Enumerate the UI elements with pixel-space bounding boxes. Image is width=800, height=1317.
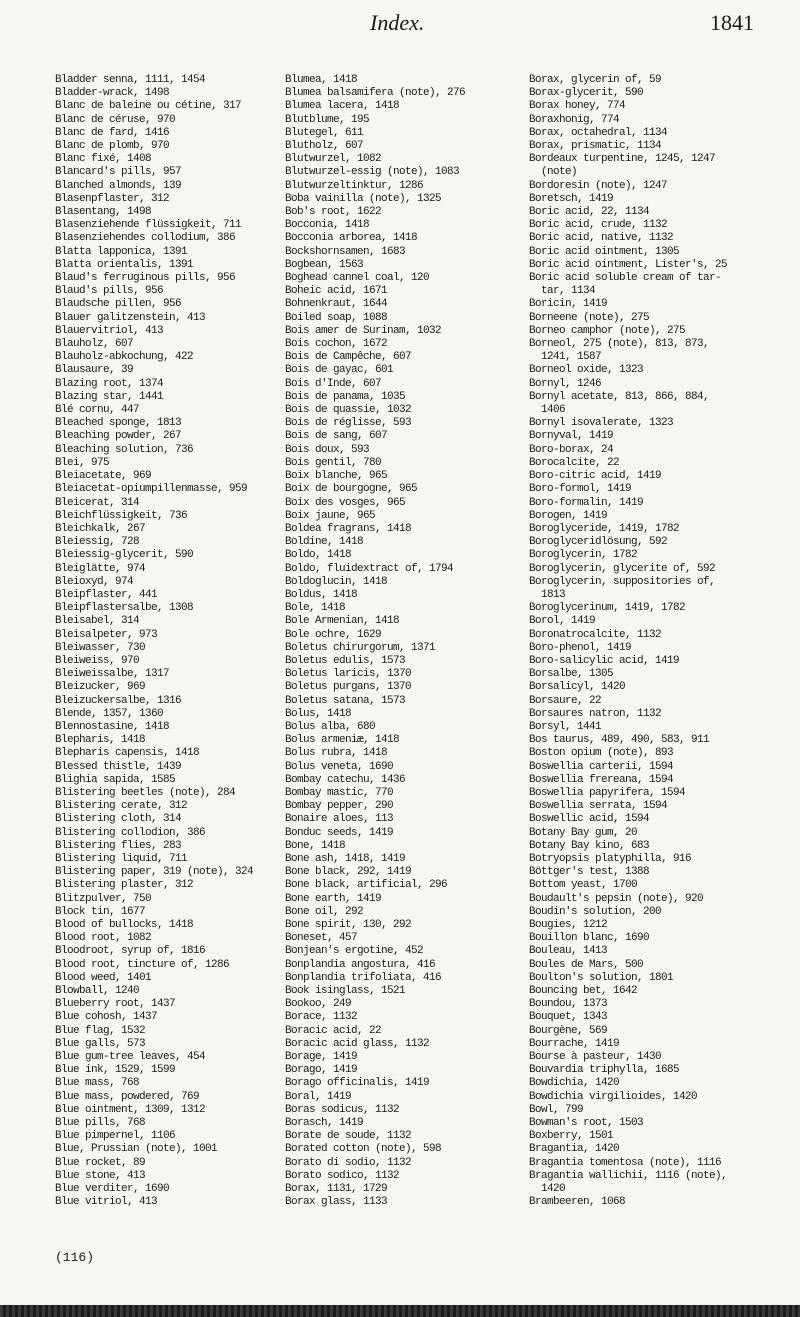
index-entry: Blistering beetles (note), 284 <box>55 786 236 799</box>
index-entry: Borate de soude, 1132 <box>285 1130 412 1143</box>
index-entry: Blaud's pills, 956 <box>55 285 164 298</box>
index-entry: Borax, 1131, 1729 <box>285 1183 388 1196</box>
index-entry: Boletus laricis, 1370 <box>285 668 412 681</box>
index-entry: Blue ink, 1529, 1599 <box>55 1064 176 1077</box>
index-entry: Borol, 1419 <box>529 615 596 628</box>
index-entry: Bombay pepper, 290 <box>285 800 394 813</box>
index-entry: Blue mass, 768 <box>55 1077 140 1090</box>
index-entry: Blende, 1357, 1360 <box>55 707 164 720</box>
index-column-3 <box>529 74 789 1209</box>
index-entry: Blanc de fard, 1416 <box>55 126 170 139</box>
index-entry: Boghead cannel coal, 120 <box>285 272 430 285</box>
index-entry: Bois doux, 593 <box>285 443 370 456</box>
index-entry: Botany Bay kino, 683 <box>529 839 650 852</box>
index-entry: Blowball, 1240 <box>55 985 140 998</box>
index-entry: Bolus, 1418 <box>285 707 352 720</box>
index-entry: Blé cornu, 447 <box>55 404 140 417</box>
index-entry: Bole ochre, 1629 <box>285 628 382 641</box>
index-entry: Bone ash, 1418, 1419 <box>285 852 406 865</box>
index-entry: Blancard's pills, 957 <box>55 166 182 179</box>
index-entry: Bleizucker, 969 <box>55 681 146 694</box>
index-entry: Bornyl, 1246 <box>529 377 602 390</box>
index-entry: Blumea balsamifera (note), 276 <box>285 87 466 100</box>
index-entry: Blepharis, 1418 <box>55 734 146 747</box>
index-entry: Boldine, 1418 <box>285 536 364 549</box>
index-entry: Bois cochon, 1672 <box>285 338 388 351</box>
index-entry: 1420 <box>529 1183 566 1196</box>
index-entry: Bole Armenian, 1418 <box>285 615 400 628</box>
index-entry: Bois gentil, 780 <box>285 456 382 469</box>
index-entry: Boric acid, 22, 1134 <box>529 206 650 219</box>
index-entry: Blighia sapida, 1585 <box>55 773 176 786</box>
index-entry: Bolus alba, 680 <box>285 720 376 733</box>
index-entry: Bole, 1418 <box>285 602 346 615</box>
index-entry: Bonaire aloes, 113 <box>285 813 394 826</box>
index-entry: Blauervitriol, 413 <box>55 324 164 337</box>
index-entry: Boroglycerin, suppositories of, <box>529 575 716 588</box>
index-entry: Blessed thistle, 1439 <box>55 760 182 773</box>
index-entry: Bragantia tomentosa (note), 1116 <box>529 1156 722 1169</box>
index-entry: Blauholz-abkochung, 422 <box>55 351 194 364</box>
index-entry: Bornyl isovalerate, 1323 <box>529 417 674 430</box>
index-entry: Bragantia wallichii, 1116 (note), <box>529 1169 728 1182</box>
index-entry: Boric acid soluble cream of tar- <box>529 272 722 285</box>
index-entry: Borage, 1419 <box>285 1051 358 1064</box>
index-entry: Blanc de plomb, 970 <box>55 140 170 153</box>
index-entry: Boldo, fluidextract of, 1794 <box>285 562 454 575</box>
index-entry: Boro-phenol, 1419 <box>529 641 632 654</box>
index-entry: Blood of bullocks, 1418 <box>55 919 194 931</box>
index-entry: Boldo, 1418 <box>285 549 352 562</box>
index-entry: Boston opium (note), 893 <box>529 747 674 760</box>
index-entry: Borated cotton (note), 598 <box>285 1143 442 1156</box>
index-entry: Book isinglass, 1521 <box>285 985 406 998</box>
index-entry: Borato sodico, 1132 <box>285 1169 400 1182</box>
index-entry: Bob's root, 1622 <box>285 206 382 219</box>
index-entry: Boro-citric acid, 1419 <box>529 470 662 483</box>
index-entry: Boras sodicus, 1132 <box>285 1103 400 1116</box>
index-entry: Bookoo, 249 <box>285 998 352 1011</box>
index-entry: Boroglyceride, 1419, 1782 <box>529 522 680 535</box>
index-entry: Borsalbe, 1305 <box>529 668 614 681</box>
index-entry: Bois de panama, 1035 <box>285 390 406 403</box>
index-entry: Bleached sponge, 1813 <box>55 417 182 430</box>
index-entry: Boro-formalin, 1419 <box>529 496 644 509</box>
index-entry: Bolus armeniæ, 1418 <box>285 734 400 747</box>
index-entry: Blue vitriol, 413 <box>55 1196 158 1209</box>
index-entry: Borsalicyl, 1420 <box>529 681 626 694</box>
index-entry: Bleiessig-glycerit, 590 <box>55 549 194 562</box>
index-entry: Blood root, tincture of, 1286 <box>55 958 230 971</box>
index-entry: Bleioxyd, 974 <box>55 575 134 588</box>
index-entry: Boix de bourgogne, 965 <box>285 483 418 496</box>
index-entry: Bombay mastic, 770 <box>285 786 394 799</box>
index-entry: Borace, 1132 <box>285 1011 358 1024</box>
index-entry: Boro-formol, 1419 <box>529 483 632 496</box>
index-entry: Bone spirit, 130, 292 <box>285 919 412 931</box>
index-entry: Bowman's root, 1503 <box>529 1117 644 1130</box>
index-entry: Botany Bay gum, 20 <box>529 826 638 839</box>
index-entry: Blistering paper, 319 (note), 324 <box>55 866 254 879</box>
index-entry: Boletus satana, 1573 <box>285 694 406 707</box>
index-entry: Bois amer de Surinam, 1032 <box>285 324 442 337</box>
index-entry: Boulton's solution, 1801 <box>529 971 674 984</box>
index-entry: Boswellia carterii, 1594 <box>529 760 674 773</box>
index-entry: Bleiessig, 728 <box>55 536 140 549</box>
index-entry: (note) <box>529 166 578 179</box>
index-entry: Blanc de baleine ou cétine, 317 <box>55 100 242 113</box>
index-entry: Bouncing bet, 1642 <box>529 985 638 998</box>
index-entry: Blue galls, 573 <box>55 1037 146 1050</box>
index-entry: Blue stone, 413 <box>55 1169 146 1182</box>
index-entry: Bloodroot, syrup of, 1816 <box>55 945 206 958</box>
index-entry: Bowl, 799 <box>529 1103 584 1116</box>
index-entry: Bombay catechu, 1436 <box>285 773 406 786</box>
index-entry: Borax honey, 774 <box>529 100 626 113</box>
index-entry: Bleisabel, 314 <box>55 615 140 628</box>
index-entry: Blanched almonds, 139 <box>55 179 182 192</box>
index-entry: Bleiweiss, 970 <box>55 654 140 667</box>
index-entry: Blasenziehende flüssigkeit, 711 <box>55 219 242 232</box>
index-entry: Brambeeren, 1068 <box>529 1196 626 1209</box>
index-entry: Boro-salicylic acid, 1419 <box>529 654 680 667</box>
index-column-2 <box>285 74 535 1209</box>
index-entry: Bogbean, 1563 <box>285 258 364 271</box>
index-entry: Bos taurus, 489, 490, 583, 911 <box>529 734 710 747</box>
running-title: Index. <box>370 10 425 35</box>
index-entry: Blue gum-tree leaves, 454 <box>55 1051 206 1064</box>
index-entry: Bocconia arborea, 1418 <box>285 232 418 245</box>
index-entry: Borax, glycerin of, 59 <box>529 74 662 86</box>
index-entry: Bougies, 1212 <box>529 919 608 931</box>
index-entry: Blasentang, 1498 <box>55 206 152 219</box>
index-entry: Bowdichia virgilioides, 1420 <box>529 1090 698 1103</box>
index-entry: Borneene (note), 275 <box>529 311 650 324</box>
index-entry: Bois de sang, 607 <box>285 430 388 443</box>
index-entry: Bouleau, 1413 <box>529 945 608 958</box>
index-entry: Bleipflastersalbe, 1308 <box>55 602 194 615</box>
index-entry: Boral, 1419 <box>285 1090 352 1103</box>
index-entry: Blutblume, 195 <box>285 113 370 126</box>
index-entry: Blatta orientalis, 1391 <box>55 258 194 271</box>
index-entry: Boletus chirurgorum, 1371 <box>285 641 436 654</box>
index-entry: Blasenpflaster, 312 <box>55 192 170 205</box>
index-entry: Blauer galitzenstein, 413 <box>55 311 206 324</box>
index-entry: Bockshornsamen, 1683 <box>285 245 406 258</box>
index-entry: Bleiacetate, 969 <box>55 470 152 483</box>
index-entry: Bleaching solution, 736 <box>55 443 194 456</box>
index-entry: Bone, 1418 <box>285 839 346 852</box>
index-entry: Borsaures natron, 1132 <box>529 707 662 720</box>
index-entry: Boba vainilla (note), 1325 <box>285 192 442 205</box>
index-entry: Boneset, 457 <box>285 932 358 945</box>
index-entry: Bleisalpeter, 973 <box>55 628 158 641</box>
index-entry: Boldus, 1418 <box>285 588 358 601</box>
index-entry: Blutwurzel, 1082 <box>285 153 382 166</box>
index-entry: Blanc de céruse, 970 <box>55 113 176 126</box>
index-entry: Boiled soap, 1088 <box>285 311 388 324</box>
index-entry: Bois d'Inde, 607 <box>285 377 382 390</box>
index-entry: Bourrache, 1419 <box>529 1037 620 1050</box>
index-entry: Blue verditer, 1690 <box>55 1183 170 1196</box>
index-entry: Boracic acid, 22 <box>285 1024 382 1037</box>
index-entry: Bone black, artificial, 296 <box>285 879 448 892</box>
index-entry: Blueberry root, 1437 <box>55 998 176 1011</box>
index-entry: Bleaching powder, 267 <box>55 430 182 443</box>
index-entry: Bonduc seeds, 1419 <box>285 826 394 839</box>
index-entry: Blutwurzeltinktur, 1286 <box>285 179 424 192</box>
index-entry: Blistering plaster, 312 <box>55 879 194 892</box>
index-entry: Boretsch, 1419 <box>529 192 614 205</box>
index-entry: Borax, octahedral, 1134 <box>529 126 668 139</box>
index-entry: Bleichflüssigkeit, 736 <box>55 509 188 522</box>
index-entry: Borocalcite, 22 <box>529 456 620 469</box>
index-entry: Botryopsis platyphilla, 916 <box>529 852 692 865</box>
index-entry: Blistering collodion, 386 <box>55 826 206 839</box>
page-number: (116) <box>55 1250 95 1265</box>
index-entry: Bouillon blanc, 1690 <box>529 932 650 945</box>
index-entry: Blistering cerate, 312 <box>55 800 188 813</box>
index-entry: Boroglyceridlösung, 592 <box>529 536 668 549</box>
index-entry: Bonplandia trifoliata, 416 <box>285 971 442 984</box>
index-entry: Borato di sodio, 1132 <box>285 1156 412 1169</box>
index-entry: Boudault's pepsin (note), 920 <box>529 892 704 905</box>
index-entry: Borago officinalis, 1419 <box>285 1077 430 1090</box>
running-page-label: 1841 <box>710 10 754 35</box>
index-entry: Borsyl, 1441 <box>529 720 602 733</box>
index-entry: Blumea lacera, 1418 <box>285 100 400 113</box>
index-entry: Boric acid ointment, 1305 <box>529 245 680 258</box>
index-entry: Bonplandia angostura, 416 <box>285 958 436 971</box>
index-entry: Borasch, 1419 <box>285 1117 364 1130</box>
index-entry: Boroglycerinum, 1419, 1782 <box>529 602 686 615</box>
index-entry: Blue pills, 768 <box>55 1117 146 1130</box>
index-entry: Borax, prismatic, 1134 <box>529 140 662 153</box>
index-entry: Block tin, 1677 <box>55 905 146 918</box>
index-entry: Borago, 1419 <box>285 1064 358 1077</box>
index-entry: Blistering liquid, 711 <box>55 852 188 865</box>
index-entry: Blatta lapponica, 1391 <box>55 245 188 258</box>
index-entry: Bladder senna, 1111, 1454 <box>55 74 206 86</box>
page-header <box>0 0 800 72</box>
index-entry: Borneol oxide, 1323 <box>529 364 644 377</box>
index-entry: Bleiweissalbe, 1317 <box>55 668 170 681</box>
index-entry: Blazing root, 1374 <box>55 377 164 390</box>
index-entry: Bleiacetat-opiumpillenmasse, 959 <box>55 483 248 496</box>
index-entry: Bolus rubra, 1418 <box>285 747 388 760</box>
index-column-1 <box>55 74 305 1209</box>
index-entry: Blood root, 1082 <box>55 932 152 945</box>
index-entry: Blepharis capensis, 1418 <box>55 747 200 760</box>
index-entry: Blue ointment, 1309, 1312 <box>55 1103 206 1116</box>
index-entry: Blei, 975 <box>55 456 110 469</box>
index-entry: Bornyval, 1419 <box>529 430 614 443</box>
index-entry: Blasenziehendes collodium, 386 <box>55 232 236 245</box>
index-entry: Blue, Prussian (note), 1001 <box>55 1143 218 1156</box>
index-entry: Blue mass, powdered, 769 <box>55 1090 200 1103</box>
index-entry: Borax-glycerit, 590 <box>529 87 644 100</box>
index-entry: Borneo camphor (note), 275 <box>529 324 686 337</box>
index-entry: Bowdichia, 1420 <box>529 1077 620 1090</box>
index-entry: Bleicerat, 314 <box>55 496 140 509</box>
index-entry: Bone black, 292, 1419 <box>285 866 412 879</box>
index-entry: Blistering flies, 283 <box>55 839 182 852</box>
index-entry: Bordeaux turpentine, 1245, 1247 <box>529 153 716 166</box>
index-entry: Blennostasine, 1418 <box>55 720 170 733</box>
index-entry: Blue cohosh, 1437 <box>55 1011 158 1024</box>
index-entry: Boldoglucin, 1418 <box>285 575 388 588</box>
index-entry: Boro-borax, 24 <box>529 443 614 456</box>
index-entry: Boroglycerin, glycerite of, 592 <box>529 562 716 575</box>
index-entry: 1406 <box>529 404 566 417</box>
index-entry: Böttger's test, 1388 <box>529 866 650 879</box>
index-entry: Boraxhonig, 774 <box>529 113 620 126</box>
index-entry: tar, 1134 <box>529 285 596 298</box>
index-entry: Blaud's ferruginous pills, 956 <box>55 272 236 285</box>
index-entry: Bouquet, 1343 <box>529 1011 608 1024</box>
index-entry: Boric acid, native, 1132 <box>529 232 674 245</box>
index-entry: Boswellia frereana, 1594 <box>529 773 674 786</box>
index-entry: Bonjean's ergotine, 452 <box>285 945 424 958</box>
index-entry: Boudin's solution, 200 <box>529 905 662 918</box>
index-entry: Blistering cloth, 314 <box>55 813 182 826</box>
index-entry: Bleizuckersalbe, 1316 <box>55 694 182 707</box>
index-entry: Blue rocket, 89 <box>55 1156 146 1169</box>
index-entry: Boheic acid, 1671 <box>285 285 388 298</box>
index-entry: Bladder-wrack, 1498 <box>55 87 170 100</box>
index-entry: Boletus edulis, 1573 <box>285 654 406 667</box>
index-entry: 1241, 1587 <box>529 351 602 364</box>
index-entry: Bornyl acetate, 813, 866, 884, <box>529 390 710 403</box>
index-entry: Bolus veneta, 1690 <box>285 760 394 773</box>
index-entry: Bourgène, 569 <box>529 1024 608 1037</box>
index-entry: Boric acid, crude, 1132 <box>529 219 668 232</box>
index-entry: Bois de quassie, 1032 <box>285 404 412 417</box>
index-entry: Bleipflaster, 441 <box>55 588 158 601</box>
index-entry: Boroglycerin, 1782 <box>529 549 638 562</box>
index-entry: Blanc fixé, 1408 <box>55 153 152 166</box>
index-entry: Boxberry, 1501 <box>529 1130 614 1143</box>
index-entry: Boldea fragrans, 1418 <box>285 522 412 535</box>
index-entry: Blazing star, 1441 <box>55 390 164 403</box>
index-entry: Boswellia serrata, 1594 <box>529 800 668 813</box>
index-entry: Boswellia papyrifera, 1594 <box>529 786 686 799</box>
index-entry: Blutholz, 607 <box>285 140 364 153</box>
index-entry: Bouvardia triphylla, 1685 <box>529 1064 680 1077</box>
index-entry: Boricin, 1419 <box>529 298 608 311</box>
index-entry: Boix blanche, 965 <box>285 470 388 483</box>
index-entry: Blausaure, 39 <box>55 364 134 377</box>
index-entry: Borneol, 275 (note), 813, 873, <box>529 338 710 351</box>
index-entry: Bleiglätte, 974 <box>55 562 146 575</box>
scan-edge-bar <box>0 1305 800 1317</box>
index-entry: Borogen, 1419 <box>529 509 608 522</box>
index-entry: Blutwurzel-essig (note), 1083 <box>285 166 460 179</box>
index-entry: Bocconia, 1418 <box>285 219 370 232</box>
index-entry: Bleichkalk, 267 <box>55 522 146 535</box>
index-entry: 1813 <box>529 588 566 601</box>
index-entry: Blauholz, 607 <box>55 338 134 351</box>
index-entry: Blue pimpernel, 1106 <box>55 1130 176 1143</box>
index-entry: Borax glass, 1133 <box>285 1196 388 1209</box>
index-entry: Blue flag, 1532 <box>55 1024 146 1037</box>
index-entry: Bone oil, 292 <box>285 905 364 918</box>
index-entry: Boric acid ointment, Lister's, 25 <box>529 258 728 271</box>
index-entry: Bourse à pasteur, 1430 <box>529 1051 662 1064</box>
index-entry: Boronatrocalcite, 1132 <box>529 628 662 641</box>
index-entry: Bottom yeast, 1700 <box>529 879 638 892</box>
index-entry: Bois de gayac, 601 <box>285 364 394 377</box>
index-entry: Blaudsche pillen, 956 <box>55 298 182 311</box>
index-entry: Bois de Campêche, 607 <box>285 351 412 364</box>
index-entry: Blutegel, 611 <box>285 126 364 139</box>
index-entry: Boundou, 1373 <box>529 998 608 1011</box>
index-entry: Bois de réglisse, 593 <box>285 417 412 430</box>
index-entry: Bleiwasser, 730 <box>55 641 146 654</box>
index-entry: Blitzpulver, 750 <box>55 892 152 905</box>
index-entry: Boletus purgans, 1370 <box>285 681 412 694</box>
index-entry: Boracic acid glass, 1132 <box>285 1037 430 1050</box>
index-entry: Blumea, 1418 <box>285 74 358 86</box>
index-entry: Bordoresin (note), 1247 <box>529 179 668 192</box>
index-entry: Boix jaune, 965 <box>285 509 376 522</box>
index-entry: Bragantia, 1420 <box>529 1143 620 1156</box>
index-entry: Boix des vosges, 965 <box>285 496 406 509</box>
index-entry: Boswellic acid, 1594 <box>529 813 650 826</box>
index-entry: Blood weed, 1401 <box>55 971 152 984</box>
index-entry: Borsaure, 22 <box>529 694 602 707</box>
index-entry: Bone earth, 1419 <box>285 892 382 905</box>
index-entry: Bohnenkraut, 1644 <box>285 298 388 311</box>
index-entry: Boules de Mars, 500 <box>529 958 644 971</box>
